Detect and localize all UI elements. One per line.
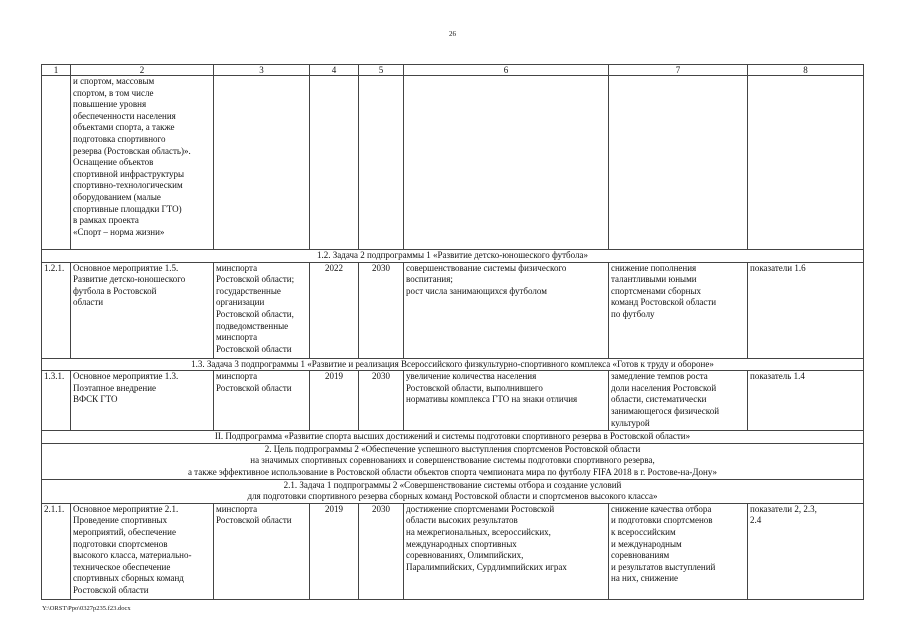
measure-name: Основное мероприятие 2.1. Проведение спортивных мероприятий, обеспечение подготовки спортсменов высокого класса, материально- техническое обеспечение спортивных сборных команд Ростовской области: [71, 503, 214, 599]
column-number-row: [42, 65, 864, 76]
page-number: 26: [449, 30, 456, 38]
col-num-3: 3: [214, 65, 310, 76]
col-num-4: 4: [310, 65, 359, 76]
footer-file-path: Y:\ORST\Ppo\0327p235.f23.docx: [42, 605, 131, 612]
task-2-1-heading: 2.1. Задача 1 подпрограммы 2 «Совершенствование системы отбора и создание условий для подготовки спортивного резерва сборных команд Ростовской области и спортсменов высокого класса»: [42, 479, 864, 503]
executor: минспорта Ростовской области: [214, 503, 310, 599]
expected-result: достижение спортсменами Ростовской области высоких результатов на межрегиональных, всероссийских, международных спортивных соревнованиях, Олимпийских, Паралимпийских, Сурдлимпийских играх: [404, 503, 609, 599]
task-1-3-heading: 1.3. Задача 3 подпрограммы 1 «Развитие и реализация Всероссийского физкультурно-спортивного комплекса «Готов к труду и обороне»: [42, 358, 864, 371]
start-year: 2019: [310, 371, 359, 431]
task-heading-row: [42, 358, 864, 371]
consequences: снижение качества отбора и подготовки спортсменов к всероссийским и международным соревнованиям и результатов выступлений на них, снижение: [609, 503, 748, 599]
row-number: 2.1.1.: [42, 503, 71, 599]
start-year: 2022: [310, 262, 359, 358]
subprogram-2-heading: II. Подпрограмма «Развитие спорта высших достижений и системы подготовки спортивного резерва в Ростовской области»: [42, 431, 864, 444]
executor: минспорта Ростовской области; государственные организации Ростовской области, подведомственные минспорта Ростовской области: [214, 262, 310, 358]
end-year: 2030: [359, 371, 404, 431]
expected-result: увеличение количества населения Ростовской области, выполнившего нормативы комплекса ГТО на знаки отличия: [404, 371, 609, 431]
goal-heading-row: [42, 443, 864, 479]
task-heading-row: [42, 250, 864, 263]
start-year: 2019: [310, 503, 359, 599]
task-heading-row: [42, 479, 864, 503]
executor: минспорта Ростовской области: [214, 371, 310, 431]
continuation-text: и спортом, массовым спортом, в том числе повышение уровня обеспеченности населения объектами спорта, а также подготовка спортивного резерва (Ростовская область)». Оснащение объектов спортивной инфраструктуры спортивно-технологическим оборудованием (малые спортивные площадки ГТО) в рамках проекта «Спорт – норма жизни»: [71, 76, 214, 250]
consequences: снижение пополнения талантливыми юными спортсменами сборных команд Ростовской области по футболу: [609, 262, 748, 358]
indicator-link: показатели 1.6: [748, 262, 864, 358]
subprogram-heading-row: [42, 431, 864, 444]
end-year: 2030: [359, 503, 404, 599]
indicator-link: показатель 1.4: [748, 371, 864, 431]
col-num-7: 7: [609, 65, 748, 76]
expected-result: совершенствование системы физического воспитания; рост числа занимающихся футболом: [404, 262, 609, 358]
consequences: замедление темпов роста доли населения Ростовской области, систематически занимающегося физической культурой: [609, 371, 748, 431]
table-row-continuation: [42, 76, 864, 250]
end-year: 2030: [359, 262, 404, 358]
indicator-link: показатели 2, 2.3, 2.4: [748, 503, 864, 599]
row-number: 1.3.1.: [42, 371, 71, 431]
task-1-2-heading: 1.2. Задача 2 подпрограммы 1 «Развитие детско-юношеского футбола»: [42, 250, 864, 263]
table-row: [42, 371, 864, 431]
col-num-6: 6: [404, 65, 609, 76]
measure-name: Основное мероприятие 1.5. Развитие детско-юношеского футбола в Ростовской области: [71, 262, 214, 358]
col-num-8: 8: [748, 65, 864, 76]
row-number: 1.2.1.: [42, 262, 71, 358]
col-num-2: 2: [71, 65, 214, 76]
table-row: [42, 503, 864, 599]
col-num-5: 5: [359, 65, 404, 76]
measures-table: [41, 64, 864, 600]
measure-name: Основное мероприятие 1.3. Поэтапное внедрение ВФСК ГТО: [71, 371, 214, 431]
goal-2-heading: 2. Цель подпрограммы 2 «Обеспечение успешного выступления спортсменов Ростовской области на значимых спортивных соревнованиях и совершенствование системы подготовки спортивного резерва, а также эффективное использование в Ростовской области объектов спорта чемпионата мира по футболу FIFA 2018 в г. Ростове-на-Дону»: [42, 443, 864, 479]
col-num-1: 1: [42, 65, 71, 76]
table-row: [42, 262, 864, 358]
